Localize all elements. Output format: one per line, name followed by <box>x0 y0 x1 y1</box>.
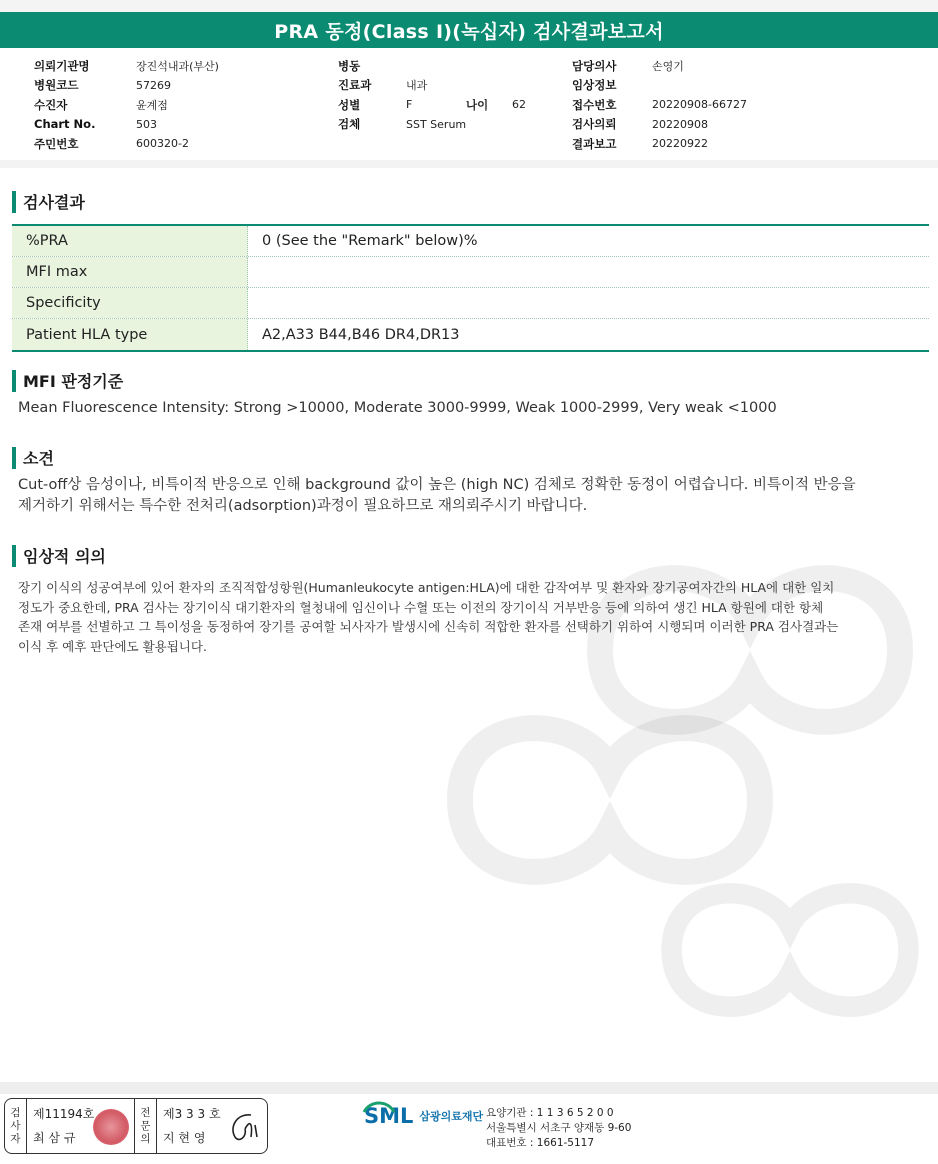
report-title: PRA 동정(Class I)(녹십자) 검사결과보고서 <box>0 12 938 48</box>
clinical-text <box>18 578 918 656</box>
clinical-line: 이식 후 예후 판단에도 활용됩니다. <box>18 638 207 654</box>
info-value: 20220922 <box>652 137 708 151</box>
result-label: %PRA <box>12 226 248 256</box>
section-title-mfi <box>12 369 123 392</box>
result-label: Specificity <box>12 288 248 318</box>
info-value: 503 <box>136 117 157 131</box>
sex-age-group <box>406 97 526 113</box>
info-value: 장진석내과(부산) <box>136 59 219 73</box>
sml-logo <box>364 1104 483 1128</box>
table-row <box>12 257 929 288</box>
watermark-icon <box>640 820 938 1080</box>
logo-text: SML <box>364 1104 414 1128</box>
result-value <box>248 288 929 318</box>
info-label: Chart No. <box>34 117 96 132</box>
info-label: 진료과 <box>338 78 372 93</box>
clinical-line: 정도가 중요한데, PRA 검사는 장기이식 대기환자의 혈청내에 임신이나 수혈 또는 이전의 장기이식 거부반응 등에 의하여 생긴 HLA 항원에 대한 항체 <box>18 599 824 615</box>
vertical-char: 전 <box>140 1106 151 1119</box>
info-label: 검사의뢰 <box>572 117 617 132</box>
address-line: 요양기관 : 1 1 3 6 5 2 0 0 <box>486 1107 614 1119</box>
table-row <box>12 288 929 319</box>
vertical-char: 자 <box>10 1132 21 1145</box>
result-value: 0 (See the "Remark" below)% <box>262 233 478 249</box>
section-title-text: MFI 판정기준 <box>23 372 124 391</box>
patient-info <box>0 56 938 154</box>
info-label: 담당의사 <box>572 58 617 73</box>
info-label: 병원코드 <box>34 78 79 93</box>
signature-icon <box>223 1107 263 1147</box>
result-value <box>248 257 929 287</box>
info-row <box>338 76 526 96</box>
info-value: F <box>406 98 413 112</box>
info-value: SST Serum <box>406 117 467 131</box>
header-band <box>0 160 938 168</box>
findings-line: Cut-off상 음성이나, 비특이적 반응으로 인해 background 값이 높은 (high NC) 검체로 정확한 동정이 어렵습니다. 비특이적 반응을 <box>18 477 856 493</box>
section-title-results <box>12 190 85 213</box>
result-value: A2,A33 B44,B46 DR4,DR13 <box>262 326 460 343</box>
info-row <box>34 76 219 96</box>
org-name: 삼광의료재단 <box>419 1110 484 1123</box>
info-row <box>34 134 219 154</box>
info-label: 결과보고 <box>572 136 617 151</box>
signature-box <box>4 1098 268 1154</box>
info-row <box>572 95 747 115</box>
mfi-criteria-text: Mean Fluorescence Intensity: Strong >10000, Moderate 3000-9999, Weak 1000-2999, Very weak <1000 <box>18 400 777 416</box>
info-row <box>338 115 526 135</box>
clinical-line: 장기 이식의 성공여부에 있어 환자의 조직적합성항원(Humanleukocyte antigen:HLA)에 대한 감작여부 및 환자와 장기공여자간의 HLA에 대한 일치 <box>18 580 835 595</box>
info-value: 내과 <box>406 79 428 93</box>
info-label: 접수번호 <box>572 97 617 112</box>
clinical-line: 존재 여부를 선별하고 그 특이성을 동정하여 장기를 공여할 뇌사자가 발생시에 신속히 적합한 환자를 선택하기 위하여 시행되며 이러한 PRA 검사결과는 <box>18 619 839 634</box>
doctor-block <box>157 1099 267 1153</box>
info-column-2 <box>338 56 526 134</box>
info-value: 600320-2 <box>136 137 189 151</box>
info-label: 임상정보 <box>572 78 617 93</box>
footer-band <box>0 1082 938 1094</box>
info-label: 나이 <box>466 97 489 112</box>
address-line: 대표번호 : 1661-5117 <box>486 1137 595 1149</box>
tester-license-no: 제11194호 <box>33 1107 95 1121</box>
tester-name: 최 삼 규 <box>33 1131 76 1145</box>
vertical-char: 사 <box>10 1119 21 1132</box>
info-column-1 <box>34 56 219 154</box>
info-row <box>338 95 526 115</box>
section-marker <box>12 191 16 213</box>
result-label: Patient HLA type <box>12 319 248 350</box>
seal-icon <box>93 1109 129 1145</box>
section-marker <box>12 447 16 469</box>
info-label: 의뢰기관명 <box>34 58 90 73</box>
section-title-findings <box>12 446 54 469</box>
vertical-char: 의 <box>140 1132 151 1145</box>
section-marker <box>12 370 16 392</box>
info-row <box>34 56 219 76</box>
info-value: 손영기 <box>652 59 684 73</box>
tester-block <box>27 1099 135 1153</box>
info-label: 성별 <box>338 97 361 112</box>
results-table <box>12 224 929 352</box>
info-row <box>572 56 747 76</box>
info-value: 20220908-66727 <box>652 98 747 112</box>
section-title-text: 임상적 의의 <box>23 547 106 566</box>
info-row <box>34 95 219 115</box>
info-row <box>34 115 219 135</box>
info-value: 윤계점 <box>136 98 168 112</box>
info-row <box>572 134 747 154</box>
info-row <box>572 76 747 96</box>
info-label: 수진자 <box>34 97 68 112</box>
info-column-3 <box>572 56 747 154</box>
info-label: 주민번호 <box>34 136 79 151</box>
info-row <box>572 115 747 135</box>
findings-line: 제거하기 위해서는 특수한 전처리(adsorption)과정이 필요하므로 재의뢰주시기 바랍니다. <box>18 498 588 514</box>
org-address <box>486 1106 631 1151</box>
findings-text <box>18 475 918 517</box>
info-value: 62 <box>512 98 526 112</box>
address-line: 서울특별시 서초구 양재동 9-60 <box>486 1122 632 1134</box>
section-title-text: 검사결과 <box>23 193 85 212</box>
result-label: MFI max <box>12 257 248 287</box>
info-value: 57269 <box>136 78 171 92</box>
vertical-char: 문 <box>140 1119 151 1132</box>
info-label: 병동 <box>338 58 361 73</box>
info-row <box>338 56 526 76</box>
sml-logo-icon <box>360 1096 398 1134</box>
doctor-vertical-label <box>135 1099 157 1153</box>
table-row <box>12 319 929 350</box>
doctor-license-no: 제3 3 3 호 <box>163 1107 221 1121</box>
info-label: 검체 <box>338 117 361 132</box>
doctor-name: 지 현 영 <box>163 1131 206 1145</box>
info-value: 20220908 <box>652 117 708 131</box>
vertical-char: 검 <box>10 1106 21 1119</box>
tester-vertical-label <box>5 1099 27 1153</box>
table-row <box>12 226 929 257</box>
section-marker <box>12 545 16 567</box>
section-title-clinical <box>12 544 106 567</box>
section-title-text: 소견 <box>23 449 54 468</box>
